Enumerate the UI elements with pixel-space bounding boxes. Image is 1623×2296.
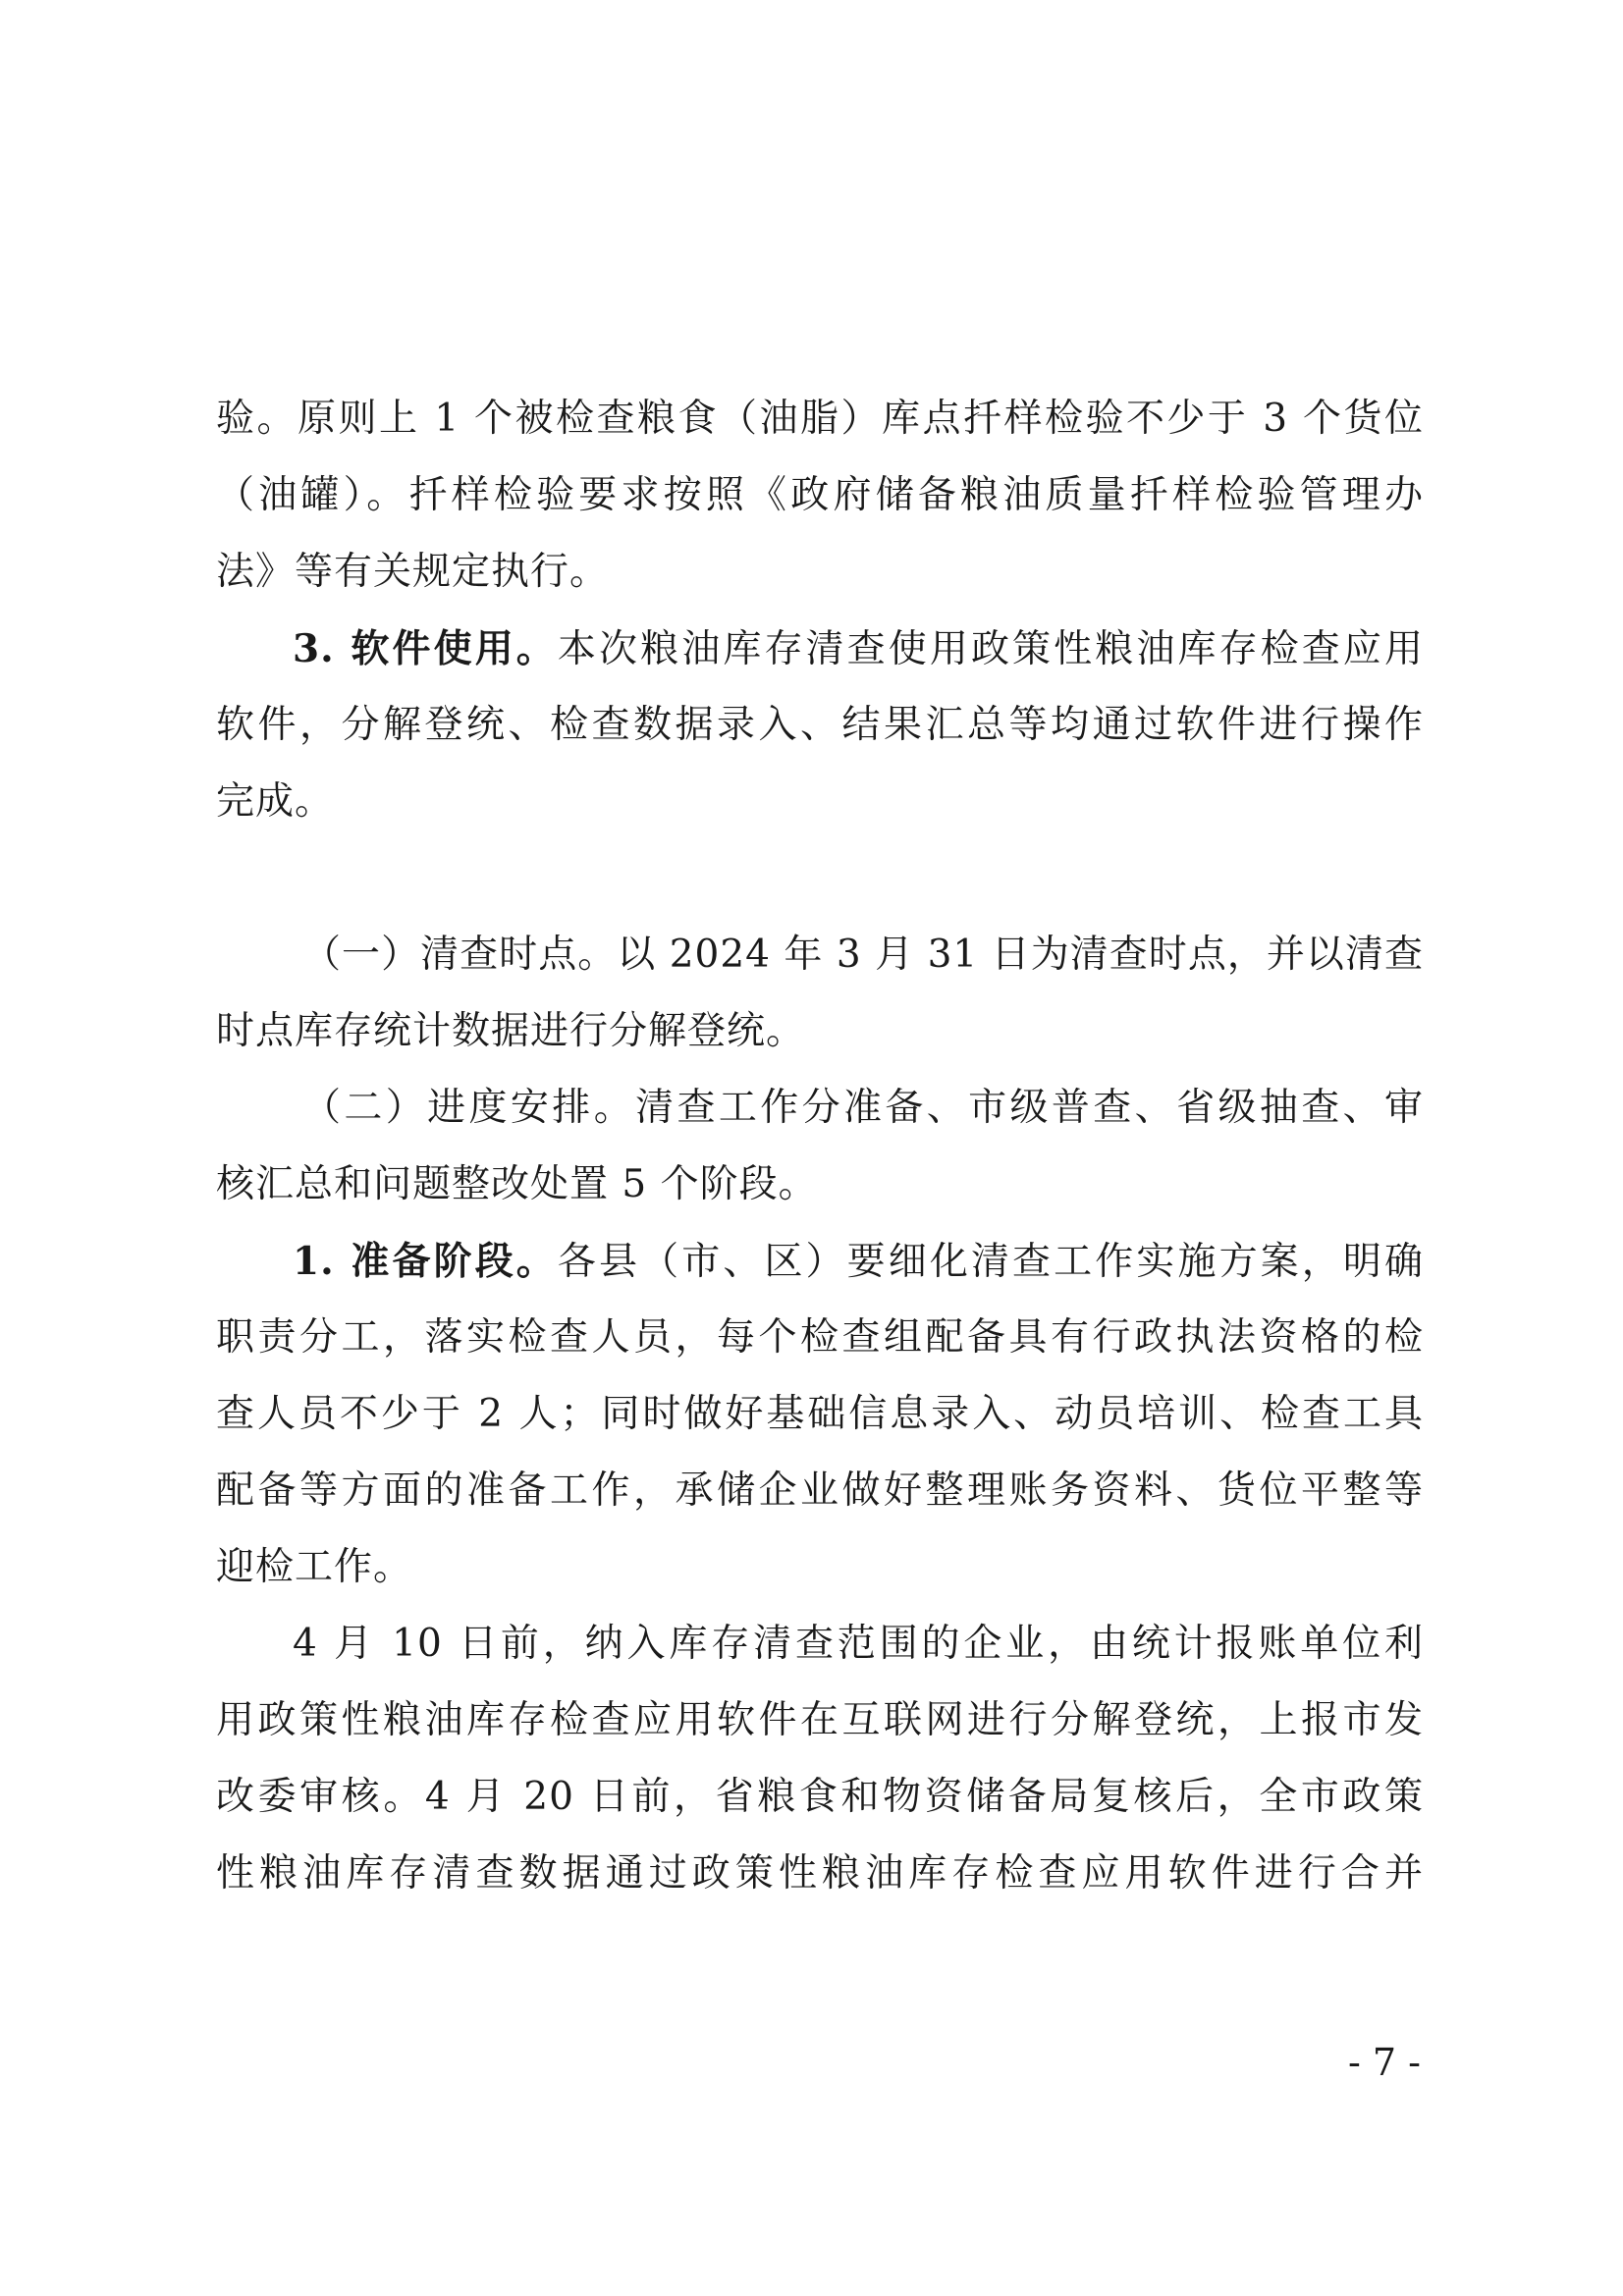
item-lead: 1. 准备阶段。 — [293, 1239, 558, 1284]
paragraph-line: （二）进度安排。清查工作分准备、市级普查、省级抽查、审 — [302, 1086, 1424, 1130]
paragraph-line: 验。原则上 1 个被检查粮食（油脂）库点扦样检验不少于 3 个货位 — [216, 397, 1424, 441]
paragraph-line: 迎检工作。 — [216, 1545, 413, 1589]
paragraph-line: 核汇总和问题整改处置 5 个阶段。 — [216, 1162, 818, 1206]
paragraph-line: 4 月 10 日前，纳入库存清查范围的企业，由统计报账单位利 — [293, 1622, 1424, 1666]
paragraph-line: 配备等方面的准备工作，承储企业做好整理账务资料、货位平整等 — [216, 1468, 1424, 1513]
item-text: 本次粮油库存清查使用政策性粮油库存检查应用 — [557, 627, 1424, 671]
paragraph-line — [293, 620, 1424, 677]
paragraph-line: （一）清查时点。以 2024 年 3 月 31 日为清查时点，并以清查 — [302, 933, 1424, 977]
paragraph-line: 完成。 — [216, 779, 335, 824]
paragraph-line: 性粮油库存清查数据通过政策性粮油库存检查应用软件进行合并 — [216, 1851, 1424, 1896]
paragraph-line: 时点库存统计数据进行分解登统。 — [216, 1009, 806, 1053]
paragraph-line — [293, 1233, 1424, 1290]
paragraph-line: 软件，分解登统、检查数据录入、结果汇总等均通过软件进行操作 — [216, 703, 1424, 747]
item-text: 各县（市、区）要细化清查工作实施方案，明确 — [557, 1240, 1424, 1284]
paragraph-line: 用政策性粮油库存检查应用软件在互联网进行分解登统，上报市发 — [216, 1698, 1424, 1742]
paragraph-line: 法》等有关规定执行。 — [216, 550, 610, 594]
paragraph-line: 改委审核。4 月 20 日前，省粮食和物资储备局复核后，全市政策 — [216, 1775, 1424, 1819]
paragraph-line: 查人员不少于 2 人；同时做好基础信息录入、动员培训、检查工具 — [216, 1392, 1424, 1436]
item-lead: 3. 软件使用。 — [293, 626, 558, 671]
page-number: - 7 - — [1347, 2041, 1421, 2084]
paragraph-line: （油罐）。扦样检验要求按照《政府储备粮油质量扦样检验管理办 — [216, 473, 1424, 517]
paragraph-line: 职责分工，落实检查人员，每个检查组配备具有行政执法资格的检 — [216, 1315, 1424, 1360]
section-heading — [293, 850, 1424, 907]
